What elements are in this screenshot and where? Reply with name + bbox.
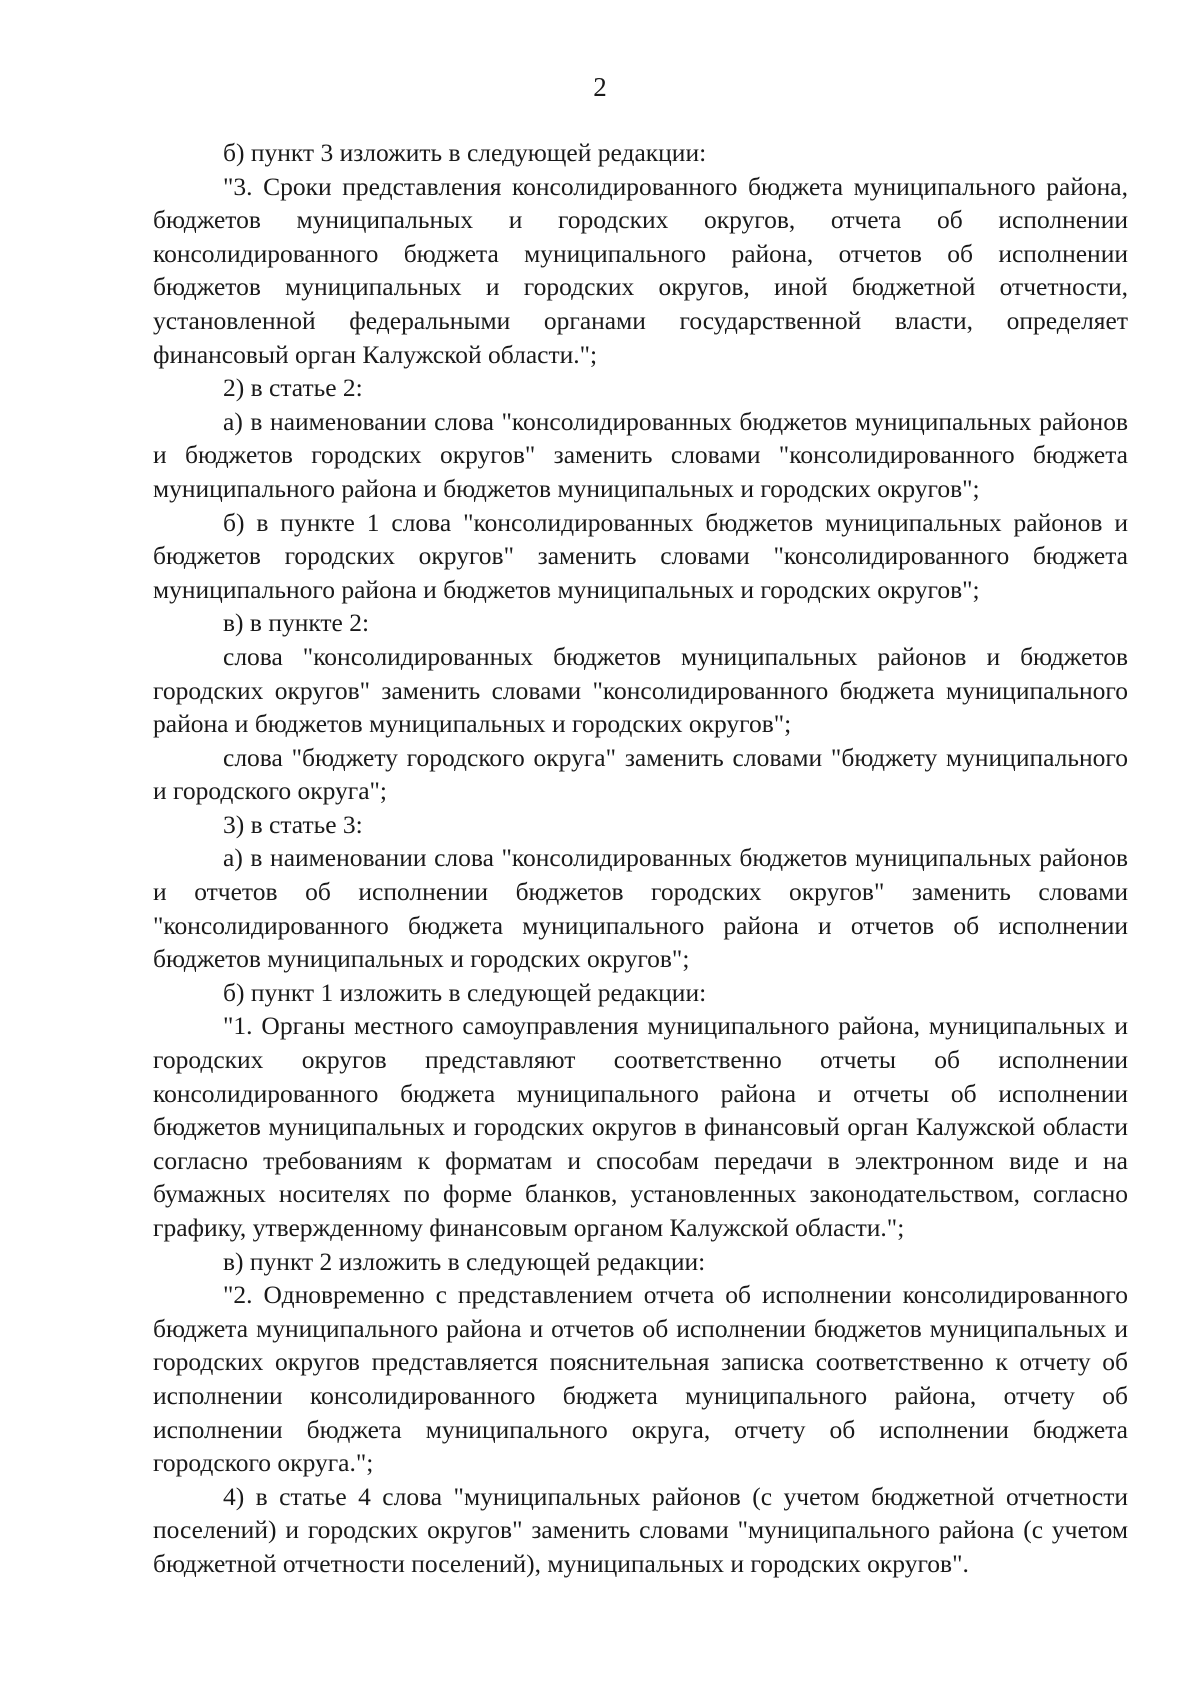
paragraph-article-3-b: б) пункт 1 изложить в следующей редакции:: [223, 977, 707, 1007]
paragraph-article-2-a: а) в наименовании слова "консолидированных бюджетов муниципальных районов и бюджетов городских округов" заменить словами "консолидированного бюджета муниципального района и бюджетов муниципальных и городских округов";: [153, 406, 1128, 503]
paragraph-article-3-a: а) в наименовании слова "консолидированных бюджетов муниципальных районов и отчетов об исполнении бюджетов городских округов" заменить словами "консолидированного бюджета муниципального района и отчетов об исполнении бюджетов муниципальных и городских округов";: [153, 843, 1128, 974]
paragraph-article-2: 2) в статье 2:: [223, 373, 363, 403]
paragraph-article-3-v: в) пункт 2 изложить в следующей редакции:: [223, 1246, 706, 1276]
paragraph-article-2-b: б) в пункте 1 слова "консолидированных бюджетов муниципальных районов и бюджетов городских округов" заменить словами "консолидированного бюджета муниципального района и бюджетов муниципальных и городских округов";: [153, 507, 1128, 604]
paragraph-quote-point-1: "1. Органы местного самоуправления муниципального района, муниципальных и городских округов представляют соответственно отчеты об исполнении консолидированного бюджета муниципального района и отчеты об исполнении бюджетов муниципальных и городских округов в финансовый орган Калужской области согласно требованиям к форматам и способам передачи в электронном виде и на бумажных носителях по форме бланков, установленных законодательством, согласно графику, утвержденному финансовым органом Калужской области.";: [153, 1011, 1128, 1242]
paragraph-article-2-v-words-2: слова "бюджету городского округа" заменить словами "бюджету муниципального и городского округа";: [153, 742, 1128, 806]
paragraph-article-3: 3) в статье 3:: [223, 809, 363, 839]
paragraph-item-b-point-3: б) пункт 3 изложить в следующей редакции:: [223, 138, 707, 167]
paragraph-article-2-v-words-1: слова "консолидированных бюджетов муниципальных районов и бюджетов городских округов" заменить словами "консолидированного бюджета муниципального района и бюджетов муниципальных и городских округов";: [153, 641, 1128, 739]
document-body: [153, 136, 1128, 1581]
paragraph-article-4: 4) в статье 4 слова "муниципальных районов (с учетом бюджетной отчетности поселений) и городских округов" заменить словами "муниципального района (с учетом бюджетной отчетности поселений), муниципальных и городских округов".: [153, 1481, 1128, 1578]
paragraph-quote-point-3: "3. Сроки представления консолидированного бюджета муниципального района, бюджетов муниципальных и городских округов, отчета об исполнении консолидированного бюджета муниципального района, отчетов об исполнении бюджетов муниципальных и городских округов, иной бюджетной отчетности, установленной федеральными органами государственной власти, определяет финансовый орган Калужской области.";: [153, 171, 1128, 369]
paragraph-article-2-v: в) в пункте 2:: [223, 608, 370, 638]
page-number: 2: [593, 72, 607, 102]
paragraph-quote-point-2: "2. Одновременно с представлением отчета об исполнении консолидированного бюджета муниципального района и отчетов об исполнении бюджетов муниципальных и городских округов представляется пояснительная записка соответственно к отчету об исполнении консолидированного бюджета муниципального района, отчету об исполнении бюджета муниципального округа, отчету об исполнении бюджета городского округа.";: [153, 1280, 1128, 1478]
